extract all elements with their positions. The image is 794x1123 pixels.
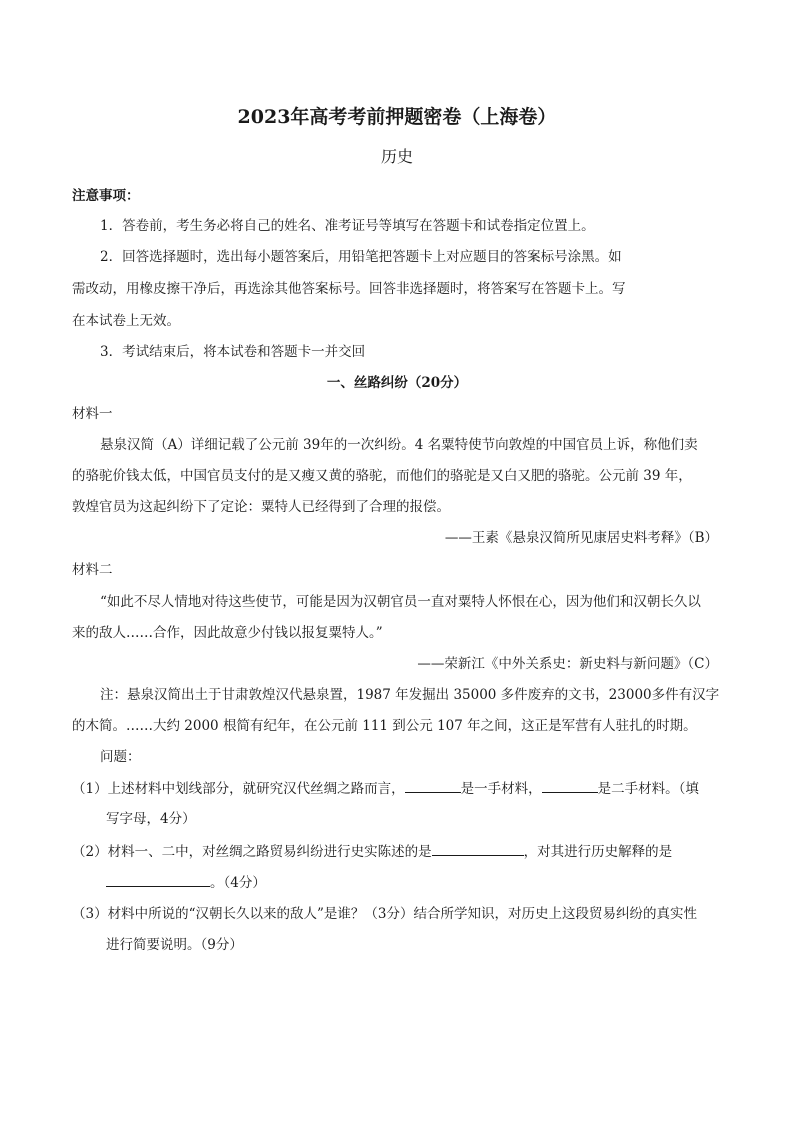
question-2-line-2 (106, 872, 266, 893)
material-2-line-1: “如此不尽人情地对待这些使节，可能是因为汉朝官员一直对粟特人怀恨在心，因为他们和汉朝长久以 (100, 594, 701, 610)
question-2-text-c: 。（4分） (210, 875, 266, 891)
question-1-text-b: 是一手材料， (460, 781, 542, 797)
question-1-line-2: 写字母，4分） (106, 811, 196, 827)
answer-blank-2[interactable] (542, 778, 598, 793)
notice-item-2-line-1: 2．回答选择题时，选出每小题答案后，用铅笔把答题卡上对应题目的答案标号涂黑。如 (100, 249, 622, 265)
answer-blank-4[interactable] (106, 872, 210, 887)
notice-heading: 注意事项： (72, 188, 140, 204)
question-3-line-2: 进行简要说明。（9分） (106, 937, 243, 953)
question-1-text-a: （1）上述材料中划线部分，就研究汉代丝绸之路而言， (72, 781, 405, 797)
material-1-line-2: 的骆驼价钱太低，中国官员支付的是又瘦又黄的骆驼，而他们的骆驼是又白又肥的骆驼。公元前 39 年， (72, 468, 692, 484)
material-1-line-1: 悬泉汉简（A）详细记载了公元前 39年的一次纠纷。4 名粟特使节向敦煌的中国官员上诉，称他们卖 (100, 437, 698, 453)
notice-item-3: 3．考试结束后，将本试卷和答题卡一并交回 (100, 344, 366, 360)
subject-title: 历史 (380, 147, 413, 166)
questions-label: 问题： (100, 749, 141, 765)
question-1-text-c: 是二手材料。（填 (597, 781, 699, 797)
material-1-source: ——王素《悬泉汉简所见康居史料考释》（B） (444, 530, 718, 546)
material-2-source: ——荣新江《中外关系史：新史料与新问题》（C） (417, 656, 718, 672)
material-1-line-3: 敦煌官员为这起纠纷下了定论：粟特人已经得到了合理的报偿。 (72, 499, 450, 515)
section-heading: 一、丝路纠纷（20分） (326, 375, 468, 391)
note-line-2: 的木简。……大约 2000 根简有纪年，在公元前 111 到公元 107 年之间，这正是军营有人驻扎的时期。 (72, 718, 697, 734)
question-3-line-1: （3）材料中所说的“汉朝长久以来的敌人”是谁？（3分）结合所学知识，对历史上这段贸易纠纷的真实性 (72, 906, 697, 922)
material-2-label: 材料二 (72, 562, 113, 578)
note-line-1: 注：悬泉汉简出土于甘肃敦煌汉代悬泉置，1987 年发掘出 35000 多件废弃的文书，23000多件有汉字 (100, 687, 720, 703)
question-2-line-1 (72, 841, 672, 862)
question-1-line-1 (72, 778, 699, 799)
material-2-line-2: 来的敌人……合作，因此故意少付钱以报复粟特人。” (72, 625, 383, 641)
exam-title: 2023年高考考前押题密卷（上海卷） (237, 106, 557, 128)
question-2-text-b: ，对其进行历史解释的是 (523, 844, 673, 860)
question-2-text-a: （2）材料一、二中，对丝绸之路贸易纠纷进行史实陈述的是 (72, 844, 432, 860)
material-1-label: 材料一 (72, 406, 113, 422)
notice-item-2-line-3: 在本试卷上无效。 (72, 313, 180, 329)
notice-item-1: 1．答卷前，考生务必将自己的姓名、准考证号等填写在答题卡和试卷指定位置上。 (100, 218, 595, 234)
answer-blank-3[interactable] (432, 841, 524, 856)
answer-blank-1[interactable] (405, 778, 461, 793)
notice-item-2-line-2: 需改动，用橡皮擦干净后，再选涂其他答案标号。回答非选择题时，将答案写在答题卡上。写 (72, 281, 626, 297)
